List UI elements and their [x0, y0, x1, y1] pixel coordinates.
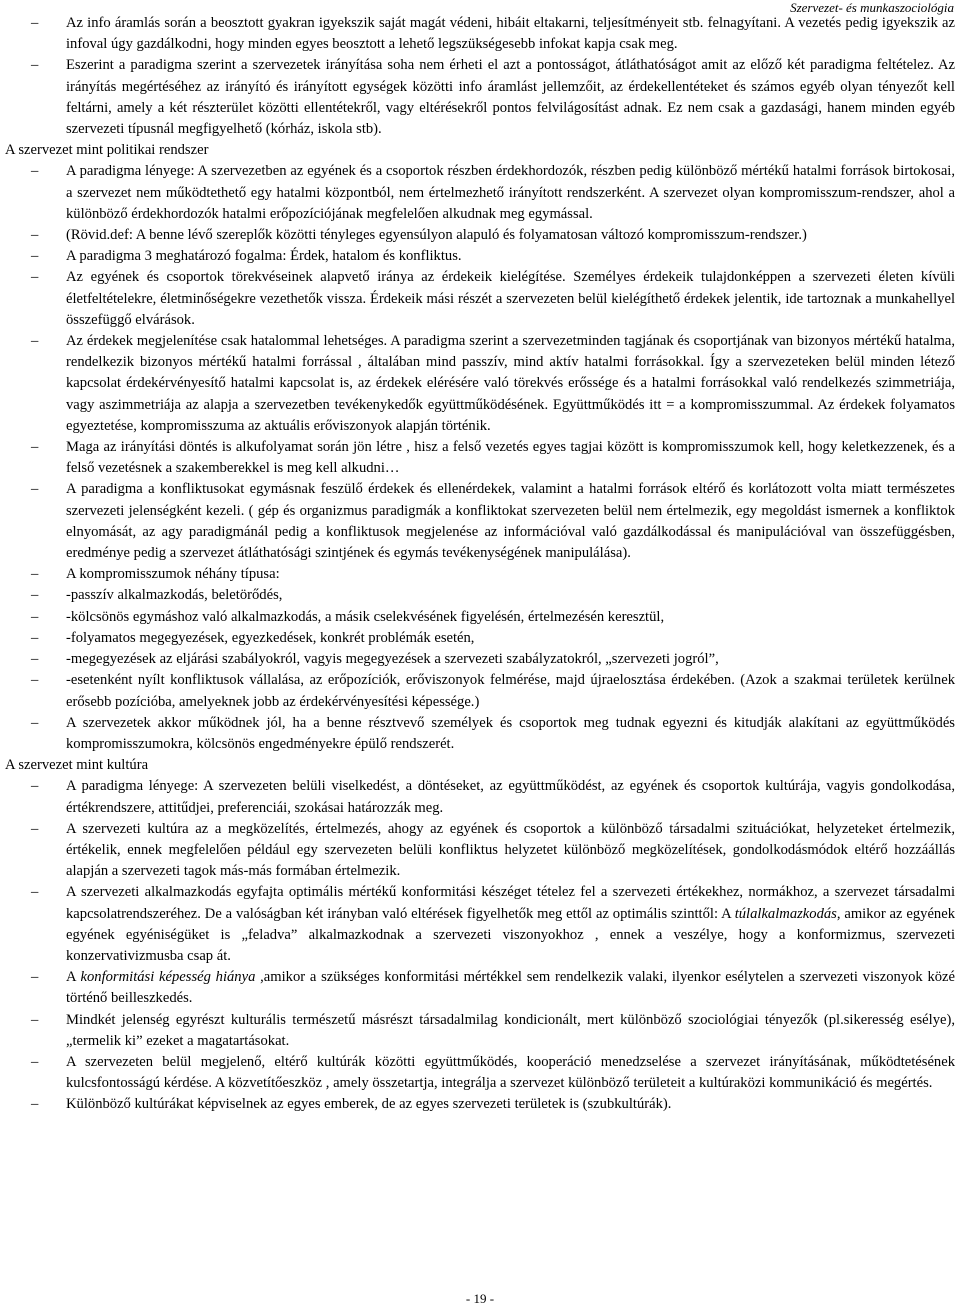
bullet-item: [5, 331, 955, 437]
text-run: ,amikor a szükséges konformitási mértékkel sem rendelkezik valaki, ilyenkor esélytelen a szervezeti viszonyok közé történő beilleszkedés.: [66, 969, 955, 1007]
bullet-item: [5, 670, 955, 712]
bullet-item: [5, 628, 955, 649]
dash-bullet-icon: –: [31, 884, 39, 901]
bullet-item: [5, 1010, 955, 1052]
bullet-text: [66, 969, 955, 1006]
dash-bullet-icon: –: [31, 672, 39, 689]
bullet-text: A paradigma a konfliktusokat egymásnak feszülő érdekek és ellenérdekek, valamint a hatalmi források eltérő és korlátozott volta miatt természetes szervezeti jelenségként kezeli. ( gép és organizmus paradigmák a konfliktokat szervezeten belül nem értelmezik, egy megoldást ismernek a konfliktok elnyomását, az agy paradigmánál pedig a konfliktusok megjelenése az információval való gazdálkodással és manipulációval van összefüggésben, eredménye pedig a szervezet átláthatósági szintjének és egymás tevékenységének manipulálása).: [66, 481, 955, 562]
dash-bullet-icon: –: [31, 778, 39, 795]
bullet-text: -megegyezések az eljárási szabályokról, vagyis megegyezések a szervezeti szabályzatokról, „szervezeti jogról”,: [66, 651, 719, 668]
bullet-text: A szervezeti kultúra az a megközelítés, értelmezés, ahogy az egyének és csoportok a különböző társadalmi szituációkat, helyzeteket értelmezik, értékelik, ennek megfelelően például egy szervezeten belüli konfliktus helyzetet különböző megközelítések, gondolkodásmódok eltérő hozzáállás alapján a szervezeti tagok más-más formában értelmezik.: [66, 820, 955, 880]
running-header: Szervezet- és munkaszociológia: [790, 0, 954, 15]
emphasized-text: konformitási képesség hiánya: [80, 969, 256, 986]
bullet-item: [5, 161, 955, 225]
dash-bullet-icon: –: [31, 1053, 39, 1070]
bullet-text: Mindkét jelenség egyrészt kulturális természetű másrészt társadalmilag kondicionált, mert különböző szociológiai tényezők (pl.sikeresség esélye), „termelik ki” ezeket a magatartásokat.: [66, 1011, 955, 1049]
bullet-text: A kompromisszumok néhány típusa:: [66, 566, 280, 583]
dash-bullet-icon: –: [31, 15, 39, 31]
text-run: A szervezeti alkalmazkodás egyfajta optimális mértékű konformitási készéget tételez fel a szervezeti értékekhez, normákhoz, a szervezet társadalmi kapcsolatrendszeréhez. De a valóságban két irányban való eltérések figyelhetők meg ettől az optimális szinttől: A: [66, 884, 955, 922]
bullet-item: [5, 819, 955, 883]
bullet-text: [66, 884, 955, 964]
bullet-item: [5, 776, 955, 818]
bullet-item: [5, 1094, 955, 1115]
bullet-text: Az egyének és csoportok törekvéseinek alapvető iránya az érdekeik kielégítése. Személyes érdekeik tulajdonképpen a szervezeti életen kívüli életfeltételekre, életminőségekre vezethetők vissza. Érdekeik mási részét a szervezeten belül kielégíthető érdekek jelentik, ide tartoznak a munkahellyel összefüggő elvárások.: [66, 269, 955, 328]
bullet-item: [5, 564, 955, 585]
dash-bullet-icon: –: [31, 248, 39, 265]
bullet-text: -kölcsönös egymáshoz való alkalmazkodás, a másik cselekvésének figyelésén, értelmezésén keresztül,: [66, 608, 665, 625]
bullet-item: [5, 585, 955, 606]
dash-bullet-icon: –: [31, 439, 39, 456]
bullet-text: (Rövid.def: A benne lévő szereplők közötti tényleges egyensúlyon alapuló és folyamatosan változó kompromisszum-rendszer.): [66, 227, 807, 244]
page-number: - 19 -: [465, 1291, 495, 1306]
bullet-text: Az érdekek megjelenítése csak hatalommal lehetséges. A paradigma szerint a szervezetminden tagjának és csoportjának van bizonyos mértékű hatalma, rendelkezik bizonyos mértékű hatalmi forrással , általában mind passzív, mind aktív hatalmi forrásokkal. Így a szervezeteken belül minden létező kapcsolat érdekérvényesítő hatalmi kapcsolat is, az érdekek elérésére való törekvés erőssége és a hatalmi forrásokkal való rendelkezés szimmetriája, vagy aszimmetriája az alapja a szervezetben tevékenykedők együttműködésének. Együttműködés itt = a kompromisszummal. Az érdekek folyamatos egyeztetése, kompromisszuma az aktuális erőviszonyok alapján történik.: [66, 333, 955, 434]
bullet-text: Különböző kultúrákat képviselnek az egyes emberek, de az egyes szervezeti területek is (szubkultúrák).: [66, 1096, 672, 1113]
bullet-text: -passzív alkalmazkodás, beletörődés,: [66, 587, 283, 604]
bullet-text: Maga az irányítási döntés is alkufolyamat során jön létre , hisz a felső vezetés egyes tagjai között is kompromisszumok kell, hogy keletkezzenek, és a felső vezetésnek a szakemberekkel is meg kell alkudni…: [66, 439, 955, 477]
dash-bullet-icon: –: [31, 1011, 39, 1028]
bullet-item: [5, 437, 955, 479]
dash-bullet-icon: –: [31, 333, 39, 350]
bullet-text: A szervezetek akkor működnek jól, ha a benne résztvevő személyek és csoportok meg tudnak egyezni és kitudják alakítani az együttműködés kompromisszumokra, kölcsönös engedményekre épülő rendszerét.: [66, 714, 955, 752]
bullet-text: A szervezeten belül megjelenő, eltérő kultúrák közötti együttműködés, kooperáció menedzselése a szervezet irányításának, működtetésének kulcsfontosságú kérdése. A közvetítőeszköz , amely összetartja, integrálja a szervezet különböző területeit a kultúraközi kommunikáció és megértés.: [66, 1053, 955, 1092]
bullet-item: [5, 967, 955, 1009]
section-heading: A szervezet mint politikai rendszer: [5, 142, 209, 159]
dash-bullet-icon: –: [31, 587, 39, 604]
bullet-text: A paradigma 3 meghatározó fogalma: Érdek, hatalom és konfliktus.: [66, 248, 462, 265]
bullet-item: [5, 713, 955, 755]
dash-bullet-icon: –: [31, 608, 39, 625]
dash-bullet-icon: –: [31, 969, 39, 986]
dash-bullet-icon: –: [31, 227, 39, 244]
bullet-item: [5, 607, 955, 628]
bullet-item: [5, 1052, 955, 1094]
dash-bullet-icon: –: [31, 1096, 39, 1113]
bullet-item: [5, 13, 955, 55]
document-body: [5, 13, 955, 1116]
dash-bullet-icon: –: [31, 820, 39, 837]
bullet-item: [5, 267, 955, 331]
dash-bullet-icon: –: [31, 651, 39, 668]
dash-bullet-icon: –: [31, 566, 39, 583]
dash-bullet-icon: –: [31, 714, 39, 731]
section-heading: A szervezet mint kultúra: [5, 757, 149, 774]
bullet-item: [5, 246, 955, 267]
text-run: , amikor az egyének egyének egyéniségüket is „feladva” alkalmazkodnak a szervezeti viszonyokhoz , ennek a veszélye, hogy a konformizmus, szervezeti konzervativizmusba csap át.: [66, 905, 956, 964]
dash-bullet-icon: –: [31, 163, 39, 180]
text-run: A: [66, 969, 81, 986]
bullet-item: [5, 225, 955, 246]
bullet-item: [5, 882, 955, 967]
bullet-text: -folyamatos megegyezések, egyezkedések, konkrét problémák esetén,: [66, 629, 475, 646]
bullet-item: [5, 649, 955, 670]
bullet-text: -esetenként nyílt konfliktusok vállalása, az erőpozíciók, erőviszonyok felmérése, majd újraelosztása érdekében. (Azok a szakmai területek kerülnek erősebb pozícióba, amelyeknek jobb az érdekérvényesítési képessége.): [66, 672, 955, 710]
bullet-text: A paradigma lényege: A szervezetben az egyének és a csoportok részben érdekhordozók, részben pedig különböző mértékű hatalmi források birtokosai, a szervezet nem működtethető egy hatalmi központból, nem értelmezhető irányított rendszerként. A szervezet olyan kompromisszum-rendszer, ahol a különböző érdekhordozók hatalmi erőpozíciójának megfelelően alkudnak meg egymással.: [66, 163, 955, 222]
bullet-text: Az info áramlás során a beosztott gyakran igyekszik saját magát védeni, hibáit eltakarni, teljesítményeit stb. felnagyítani. A vezetés pedig igyekszik az infoval úgy gazdálkodni, hogy minden egyes beosztott a lehető legszükségesebb infokat kapja csak meg.: [66, 15, 955, 53]
dash-bullet-icon: –: [31, 57, 39, 74]
bullet-text: A paradigma lényege: A szervezeten belüli viselkedést, a döntéseket, az együttműködést, az egyének és csoportok kultúrája, vagyis gondolkodása, értékrendszere, attitűdjei, preferenciái, szokásai határozzák meg.: [66, 778, 955, 816]
bullet-text: Eszerint a paradigma szerint a szervezetek irányítása soha nem érheti el azt a pontosságot, átláthatóságot amit az előző két paradigma feltételez. Az irányítás megértéséhez az irányító és irányított egységek közötti info áramlást jellemzőit, az érdekellentéteket és számos egyéb olyan tényezőt kell feltárni, amely a két részterület közötti ellentétekről, vagy eltérésekről pontos felvilágosítást adnak. Ez nem csak a gazdasági, hanem minden egyéb szervezeti típusnál megfigyelhető (kórház, iskola stb).: [66, 57, 955, 138]
bullet-item: [5, 479, 955, 564]
bullet-item: [5, 55, 955, 140]
dash-bullet-icon: –: [31, 269, 39, 286]
emphasized-text: túlalkalmazkodás: [734, 905, 837, 922]
dash-bullet-icon: –: [31, 629, 39, 646]
dash-bullet-icon: –: [31, 481, 39, 498]
